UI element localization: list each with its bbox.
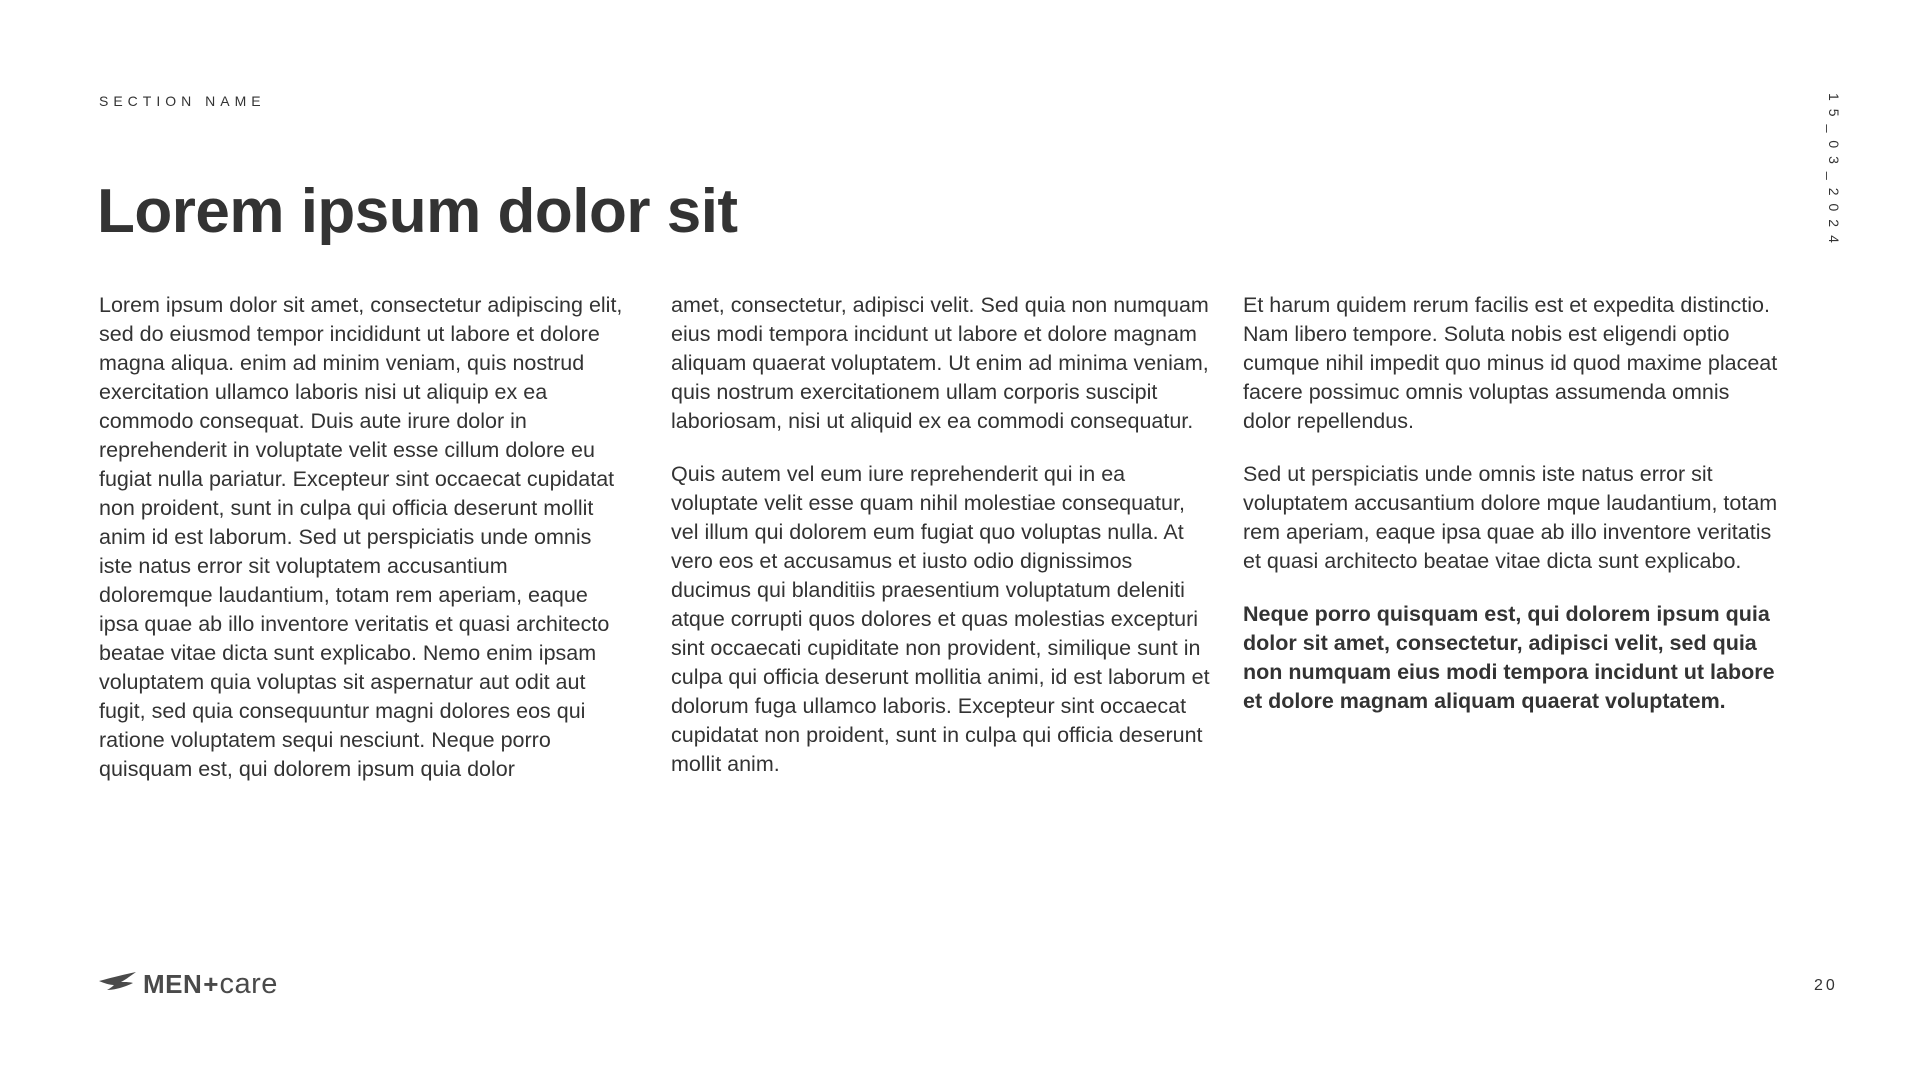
date-label: 15_03_2024: [1826, 93, 1842, 251]
section-name: SECTION NAME: [99, 93, 266, 109]
paragraph: Quis autem vel eum iure reprehenderit qui in ea voluptate velit esse quam nihil molestiae consequatur, vel illum qui dolorem eum fugiat quo voluptas nulla. At vero eos et accusamus et iusto odio dignissimos ducimus qui blanditiis praesentium voluptatum deleniti atque corrupti quos dolores et quas molestias excepturi sint occaecati cupiditate non provident, similique sunt in culpa qui officia deserunt mollitia animi, id est laborum et dolorum fuga ullamco laboris. Excepteur sint occaecat cupidatat non proident, sunt in culpa qui officia deserunt mollit anim.: [671, 462, 1210, 776]
paragraph: Sed ut perspiciatis unde omnis iste natus error sit voluptatem accusantium dolore mque laudantium, totam rem aperiam, eaque ipsa quae ab illo inventore veritatis et quasi architecto beatae vitae dicta sunt explicabo.: [1243, 462, 1778, 573]
text-column-2: [671, 291, 1211, 803]
wing-logo-icon: [99, 972, 137, 996]
paragraph: Et harum quidem rerum facilis est et expedita distinctio. Nam libero tempore. Soluta nobis est eligendi optio cumque nihil impedit quo minus id quod maxime placeat facere possimuc omnis voluptas assumenda omnis dolor repellendus.: [1243, 293, 1778, 433]
logo-plus: +: [203, 968, 219, 999]
text-column-1: [99, 291, 624, 808]
men-care-logo: [99, 967, 278, 1001]
text-column-3: [1243, 291, 1783, 740]
logo-care: care: [219, 967, 278, 1000]
logo-wordmark: [143, 968, 278, 1001]
page-number: 20: [1814, 977, 1838, 994]
page-title: Lorem ipsum dolor sit: [97, 177, 738, 246]
paragraph: Lorem ipsum dolor sit amet, consectetur adipiscing elit, sed do eiusmod tempor incididunt ut labore et dolore magna aliqua. enim ad minim veniam, quis nostrud exercitation ullamco laboris nisi ut aliquip ex ea commodo consequat. Duis aute irure dolor in reprehenderit in voluptate velit esse cillum dolore eu fugiat nulla pariatur. Excepteur sint occaecat cupidatat non proident, sunt in culpa qui officia deserunt mollit anim id est laborum. Sed ut perspiciatis unde omnis iste natus error sit voluptatem accusantium doloremque laudantium, totam rem aperiam, eaque ipsa quae ab illo inventore veritatis et quasi architecto beatae vitae dicta sunt explicabo. Nemo enim ipsam voluptatem quia voluptas sit aspernatur aut odit aut fugit, sed quia consequuntur magni dolores eos qui ratione voluptatem sequi nesciunt. Neque porro quisquam est, qui dolorem ipsum quia dolor: [99, 293, 623, 781]
logo-men: MEN: [143, 968, 203, 999]
paragraph: amet, consectetur, adipisci velit. Sed quia non numquam eius modi tempora incidunt ut labore et dolore magnam aliquam quaerat voluptatem. Ut enim ad minima veniam, quis nostrum exercitationem ullam corporis suscipit laboriosam, nisi ut aliquid ex ea commodi consequatur.: [671, 293, 1209, 433]
highlight-paragraph: Neque porro quisquam est, qui dolorem ipsum quia dolor sit amet, consectetur, adipisci velit, sed quia non numquam eius modi tempora incidunt ut labore et dolore magnam aliquam quaerat voluptatem.: [1243, 602, 1775, 713]
